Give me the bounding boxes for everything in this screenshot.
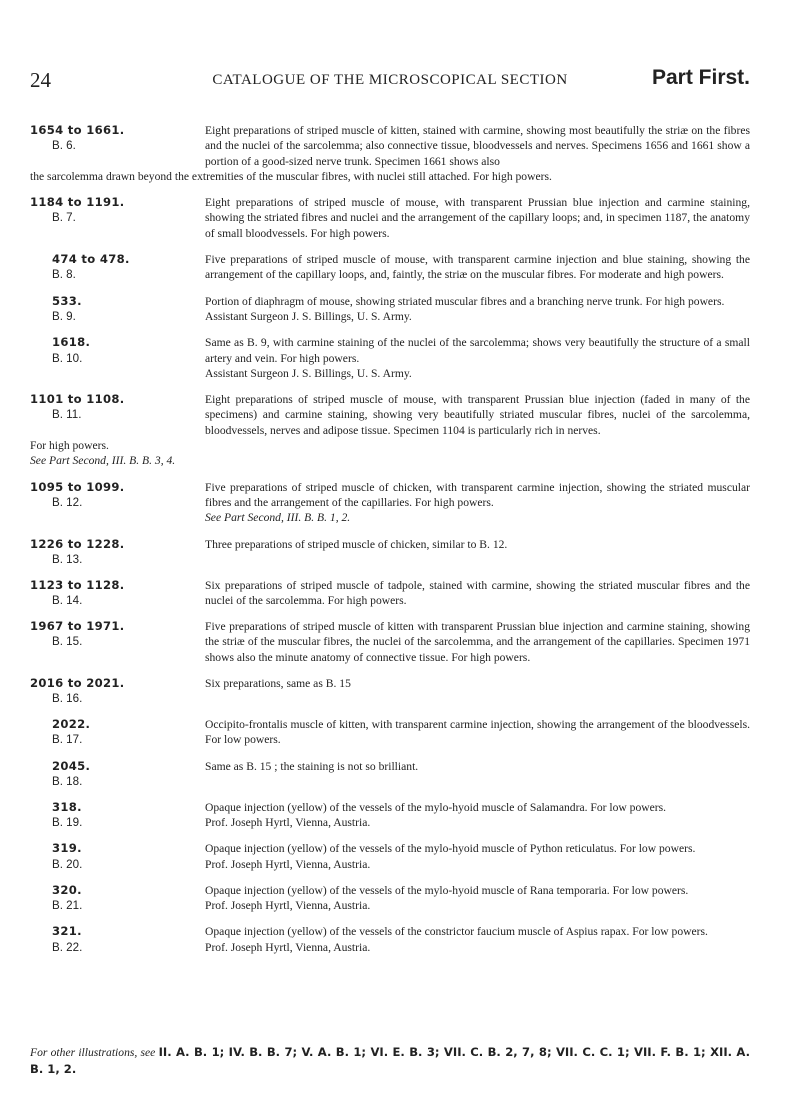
specimen-number: 320. [52,882,82,897]
b-reference: B. 18. [52,774,83,788]
b-reference: B. 10. [52,351,83,365]
b-reference: B. 19. [52,815,83,829]
contributor: Assistant Surgeon J. S. Billings, U. S. Army. [205,366,412,380]
catalogue-entry [30,841,750,872]
cross-reference: See Part Second, III. B. B. 1, 2. [205,511,351,525]
specimen-range: 474 to 478. [52,252,130,267]
further-illustrations [30,1044,750,1078]
b-reference: B. 14. [52,593,83,607]
entry-list [30,123,750,966]
b-reference: B. 11. [52,408,82,422]
contributor: Prof. Joseph Hyrtl, Vienna, Austria. [205,940,371,954]
b-reference: B. 13. [52,552,83,566]
b-reference: B. 22. [52,940,83,954]
entry-continuation: the sarcolemma drawn beyond the extremities of the muscular fibres, with nuclei still attached. For high powers. [30,169,552,183]
b-reference: B. 17. [52,733,83,747]
catalogue-entry [30,537,750,567]
entry-description: Five preparations of striped muscle of chicken, with transparent carmine injection, showing the striated muscular fibres and the arrangement of the capillaries. For high powers. [205,480,750,509]
entry-description: Opaque injection (yellow) of the vessels of the mylo-hyoid muscle of Python reticulatus. For low powers. [205,842,696,856]
footer-lead: For other illustrations, see [30,1046,156,1059]
specimen-range: 1101 to 1108. [30,392,125,407]
entry-continuation: For high powers. [30,439,109,453]
entry-description: Opaque injection (yellow) of the vessels of the mylo-hyoid muscle of Salamandra. For low powers. [205,800,667,814]
catalogue-entry [30,252,750,283]
b-reference: B. 7. [52,211,76,225]
catalogue-entry [30,392,750,468]
contributor: Prof. Joseph Hyrtl, Vienna, Austria. [205,815,371,829]
entry-description: Three preparations of striped muscle of chicken, similar to B. 12. [205,537,508,551]
page-number: 24 [30,68,51,92]
footer-references: II. A. B. 1; IV. B. B. 7; V. A. B. 1; VI. E. B. 3; VII. C. B. 2, 7, 8; VII. C. C. 1; VII. F. B. 1; XII. A. B. 1, 2. [30,1045,751,1076]
entry-description: Same as B. 9, with carmine staining of the nuclei of the sarcolemma; shows very beautifully the structure of a small artery and vein. For high powers. [205,336,750,365]
catalogue-entry [30,759,750,789]
catalogue-entry [30,578,750,609]
b-reference: B. 8. [52,268,76,282]
entry-description: Same as B. 15 ; the staining is not so brilliant. [205,759,419,773]
catalogue-entry [30,480,750,526]
catalogue-entry [30,335,750,381]
specimen-range: 1226 to 1228. [30,536,125,551]
b-reference: B. 12. [52,495,83,509]
entry-description: Eight preparations of striped muscle of kitten, stained with carmine, showing most beautifully the striæ on the fibres and the nuclei of the sarcolemma; also connective tissue, bloodvessels and nerves. Specimens 1656 and 1661 show a portion of a good-sized nerve trunk. Specimen 1661 shows also [205,124,750,168]
page-header [30,66,750,96]
b-reference: B. 9. [52,309,76,323]
catalogue-entry [30,619,750,665]
entry-description: Portion of diaphragm of mouse, showing striated muscular fibres and a branching nerve trunk. For high powers. [205,294,725,308]
catalogue-entry [30,294,750,325]
specimen-range: 2016 to 2021. [30,676,125,691]
catalogue-entry [30,883,750,914]
specimen-number: 321. [52,924,82,939]
contributor: Prof. Joseph Hyrtl, Vienna, Austria. [205,899,371,913]
entry-description: Six preparations of striped muscle of tadpole, stained with carmine, showing the striated muscular fibres and the nuclei of the sarcolemma. For high powers. [205,578,750,607]
b-reference: B. 21. [52,899,83,913]
entry-description: Five preparations of striped muscle of mouse, with transparent carmine injection and blue staining, showing the arrangement of the capillary loops, and, faintly, the striæ on the muscular fibres. For moderate and high powers. [205,253,750,282]
entry-description: Opaque injection (yellow) of the vessels of the mylo-hyoid muscle of Rana temporaria. For low powers. [205,883,689,897]
specimen-number: 2022. [52,717,91,732]
catalogue-entry [30,195,750,241]
specimen-range: 1967 to 1971. [30,619,125,634]
specimen-number: 2045. [52,758,91,773]
b-reference: B. 20. [52,857,83,871]
entry-description: Occipito-frontalis muscle of kitten, with transparent carmine injection, showing the arrangement of the bloodvessels. For low powers. [205,718,750,747]
entry-description: Five preparations of striped muscle of kitten with transparent Prussian blue injection and carmine staining, showing the striæ of the muscular fibres, the nuclei of the sarcolemma, and the arrangement of the capillaries. Specimen 1971 shows also the minute anatomy of connective tissue. For high powers. [205,620,750,664]
catalogue-entry [30,924,750,955]
entry-description: Six preparations, same as B. 15 [205,677,351,691]
contributor: Prof. Joseph Hyrtl, Vienna, Austria. [205,857,371,871]
specimen-range: 1654 to 1661. [30,123,125,137]
catalogue-entry [30,123,750,184]
part-label: Part First. [651,66,750,89]
catalogue-entry [30,800,750,831]
specimen-number: 319. [52,841,82,856]
b-reference: B. 16. [52,692,83,706]
specimen-range: 1123 to 1128. [30,577,125,592]
entry-description: Eight preparations of striped muscle of mouse, with transparent Prussian blue injection (faded in many of the specimens) and carmine staining, showing very beautifully striated muscular fibres, nuclei of the sarcolemma, bloodvessels, nerves and adipose tissue. Specimen 1104 is particularly rich in nerves. [205,393,750,437]
specimen-range: 1095 to 1099. [30,479,125,494]
specimen-number: 533. [52,293,82,308]
running-title: CATALOGUE OF THE MICROSCOPICAL SECTION [212,72,568,88]
entry-description: Opaque injection (yellow) of the vessels of the constrictor faucium muscle of Aspius rapax. For low powers. [205,925,708,939]
specimen-number: 318. [52,799,82,814]
cross-reference: See Part Second, III. B. B. 3, 4. [30,454,176,468]
specimen-range: 1184 to 1191. [30,195,125,210]
catalogue-entry [30,676,750,706]
specimen-number: 1618. [52,335,91,350]
entry-description: Eight preparations of striped muscle of mouse, with transparent Prussian blue injection and carmine staining, showing the striated fibres and nuclei and the arrangement of the capillary loops; and, in specimen 1187, the anatomy of small bloodvessels. For high powers. [205,196,750,240]
b-reference: B. 6. [52,139,76,153]
b-reference: B. 15. [52,635,83,649]
catalogue-entry [30,717,750,748]
contributor: Assistant Surgeon J. S. Billings, U. S. Army. [205,309,412,323]
